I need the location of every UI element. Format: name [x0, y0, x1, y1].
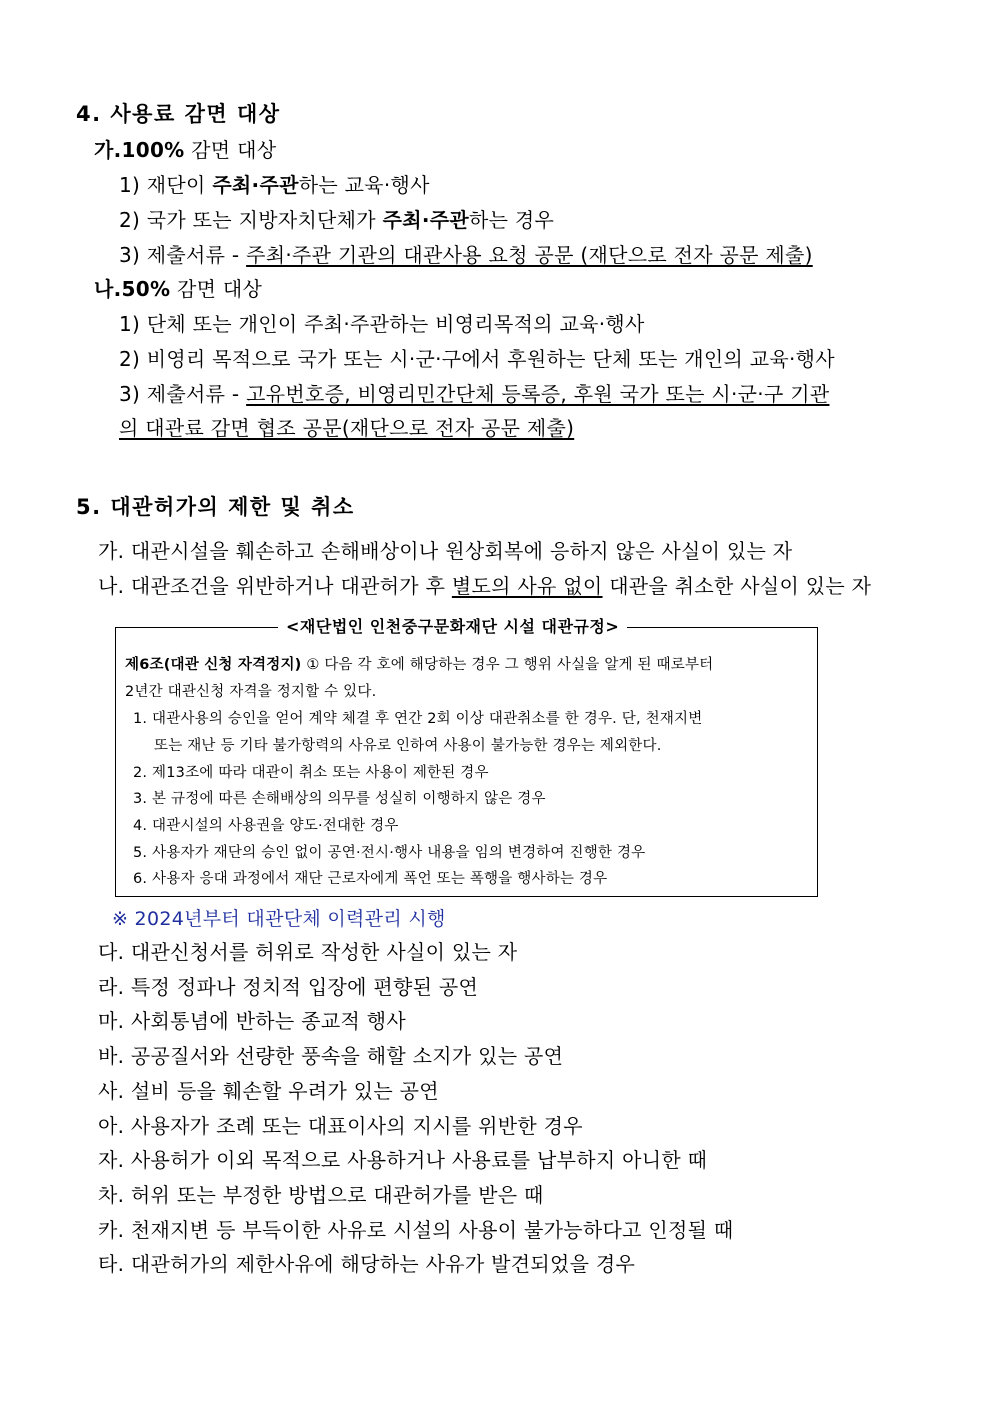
section4-na-item3-cont: [119, 415, 574, 441]
section4-ga-item1-pre: 1) 재단이: [119, 173, 213, 197]
regulation-item: 1. 대관사용의 승인을 얻어 계약 체결 후 연간 2회 이상 대관취소를 한 경우. 단, 천재지변: [133, 711, 703, 727]
section4-na-item2: 2) 비영리 목적으로 국가 또는 시·군·구에서 후원하는 단체 또는 개인의 교육·행사: [119, 347, 835, 371]
section4-na-item3-underline2: 의 대관료 감면 협조 공문(재단으로 전자 공문 제출): [119, 416, 575, 440]
section4-ga-item3-pre: 3) 제출서류 -: [119, 243, 247, 267]
section4-na-item1: 1) 단체 또는 개인이 주최·주관하는 비영리목적의 교육·행사: [119, 312, 645, 336]
section4-ga-item3-underline: 주최·주관 기관의 대관사용 요청 공문 (재단으로 전자 공문 제출): [246, 243, 813, 267]
regulation-item: 6. 사용자 응대 과정에서 재단 근로자에게 폭언 또는 폭행을 행사하는 경우: [133, 871, 608, 887]
section4-na-item3: [119, 381, 829, 407]
regulation-item: 3. 본 규정에 따른 손해배상의 의무를 성실히 이행하지 않은 경우: [133, 791, 546, 807]
section5-list-item: 사. 설비 등을 훼손할 우려가 있는 공연: [98, 1079, 439, 1103]
section5-item-ga: 가. 대관시설을 훼손하고 손해배상이나 원상회복에 응하지 않은 사실이 있는 자: [98, 539, 793, 563]
regulation-article-text: ① 다음 각 호에 해당하는 경우 그 행위 사실을 알게 된 때로부터: [301, 657, 714, 673]
section4-ga-item2-bold: 주최·주관: [382, 208, 469, 232]
section4-heading: 4. 사용료 감면 대상: [76, 102, 281, 126]
history-notice: ※ 2024년부터 대관단체 이력관리 시행: [112, 908, 446, 930]
section5-item-na-pre: 나. 대관조건을 위반하거나 대관허가 후: [98, 574, 452, 598]
section4-na-item3-underline1: 고유번호증, 비영리민간단체 등록증, 후원 국가 또는 시·군·구 기관: [246, 382, 830, 406]
section4-ga-item1-bold: 주최·주관: [212, 173, 299, 197]
regulation-title: <재단법인 인천중구문화재단 시설 대관규정>: [278, 616, 627, 638]
section4-na-rest: 감면 대상: [170, 277, 263, 301]
section4-ga-item2: [119, 207, 554, 233]
section4-ga-item1: [119, 172, 430, 198]
regulation-item: 5. 사용자가 재단의 승인 없이 공연·전시·행사 내용을 임의 변경하여 진행한 경우: [133, 845, 646, 861]
regulation-article-line1: [125, 655, 713, 675]
regulation-article-bold: 제6조(대관 신청 자격정지): [125, 657, 302, 673]
section5-list-item: 마. 사회통념에 반하는 종교적 행사: [98, 1009, 406, 1033]
section4-ga-title: [94, 137, 276, 163]
regulation-item: 4. 대관시설의 사용권을 양도·전대한 경우: [133, 818, 399, 834]
section4-ga-item2-post: 하는 경우: [468, 208, 555, 232]
section4-ga-item1-post: 하는 교육·행사: [298, 173, 430, 197]
section5-list-item: 차. 허위 또는 부정한 방법으로 대관허가를 받은 때: [98, 1183, 544, 1207]
regulation-item: 2. 제13조에 따라 대관이 취소 또는 사용이 제한된 경우: [133, 765, 489, 781]
section4-ga-rest: 감면 대상: [184, 138, 277, 162]
section4-na-label: 나.50%: [94, 277, 171, 301]
regulation-item: 또는 재난 등 기타 불가항력의 사유로 인하여 사용이 불가능한 경우는 제외한다.: [154, 738, 662, 754]
section5-item-na: [98, 573, 871, 599]
section4-na-item3-pre: 3) 제출서류 -: [119, 382, 247, 406]
section5-item-na-post: 대관을 취소한 사실이 있는 자: [602, 574, 872, 598]
section5-list-item: 아. 사용자가 조례 또는 대표이사의 지시를 위반한 경우: [98, 1114, 583, 1138]
section5-list-item: 바. 공공질서와 선량한 풍속을 해할 소지가 있는 공연: [98, 1044, 564, 1068]
section4-ga-item2-pre: 2) 국가 또는 지방자치단체가: [119, 208, 383, 232]
section5-list-item: 라. 특정 정파나 정치적 입장에 편향된 공연: [98, 975, 479, 999]
section5-list-item: 카. 천재지변 등 부득이한 사유로 시설의 사용이 불가능하다고 인정될 때: [98, 1218, 734, 1242]
section5-item-na-underline: 별도의 사유 없이: [451, 574, 603, 598]
section5-heading: 5. 대관허가의 제한 및 취소: [76, 495, 355, 519]
section4-ga-label: 가.100%: [94, 138, 185, 162]
section5-list-item: 자. 사용허가 이외 목적으로 사용하거나 사용료를 납부하지 아니한 때: [98, 1148, 708, 1172]
section4-ga-item3: [119, 242, 813, 268]
section4-na-title: [94, 276, 262, 302]
section5-list-item: 타. 대관허가의 제한사유에 해당하는 사유가 발견되었을 경우: [98, 1252, 636, 1276]
section5-list-item: 다. 대관신청서를 허위로 작성한 사실이 있는 자: [98, 940, 518, 964]
regulation-article-line2: 2년간 대관신청 자격을 정지할 수 있다.: [125, 684, 377, 700]
